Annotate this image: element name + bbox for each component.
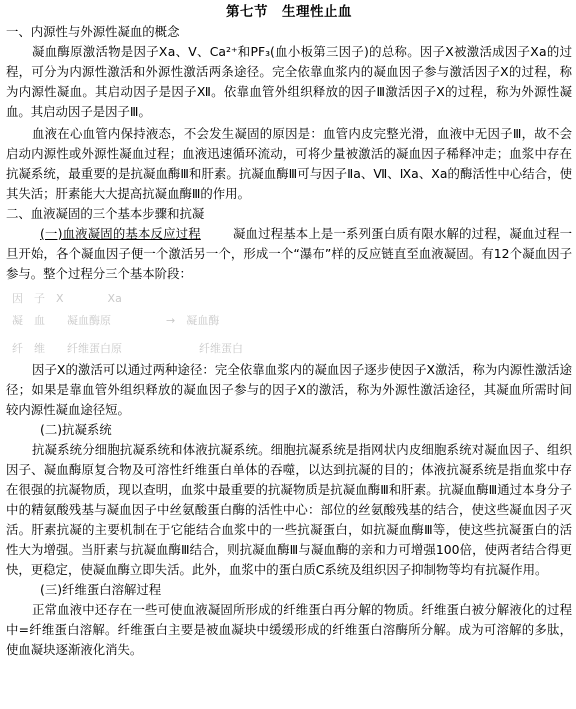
paragraph: 正常血液中还存在一些可使血液凝固所形成的纤维蛋白再分解的物质。纤维蛋白被分解液化的过程中=纤维蛋白溶解。纤维蛋白主要是被血凝块中缓缓形成的纤维蛋白溶酶所分解。成为可溶解的多肽，使血凝块逐渐液化消失。 bbox=[6, 602, 572, 657]
faded-diagram-line-2: 凝 血 凝血酶原 → 凝血酶 bbox=[12, 314, 220, 327]
paragraph bbox=[6, 224, 572, 284]
page-title: 第七节 生理性止血 bbox=[226, 4, 352, 20]
subheading-1: (一)血液凝固的基本反应过程 bbox=[40, 226, 201, 241]
subheading-2: (二)抗凝系统 bbox=[40, 422, 112, 437]
faded-diagram-line-1: 因 子 Ⅹ Ⅹa bbox=[12, 292, 122, 305]
section-heading-1: 一、内源性与外源性凝血的概念 bbox=[6, 24, 180, 39]
paragraph: 因子Ⅹ的激活可以通过两种途径：完全依靠血浆内的凝血因子逐步使因子Ⅹ激活，称为内源性激活途径；如果是靠血管外组织释放的凝血因子参与的因子Ⅹ的激活，称为外源性激活途径，其凝血所需时间较内源性凝血途径短。 bbox=[6, 362, 572, 417]
paragraph: 凝血酶原激活物是因子Ⅹa、Ⅴ、Ca²⁺和PF₃(血小板第三因子)的总称。因子Ⅹ被激活成因子Ⅹa的过程，可分为内源性激活和外源性激活两条途径。完全依靠血浆内的凝血因子参与激活因子Ⅹ的过程，称为内源性凝血。其启动因子是因子Ⅻ。依靠血管外组织释放的因子Ⅲ激活因子Ⅹ的过程，称为外源性凝血。其启动因子是因子Ⅲ。 bbox=[6, 44, 572, 119]
subheading-3: (三)纤维蛋白溶解过程 bbox=[40, 582, 162, 597]
faded-diagram-line-3: 纤 维 纤维蛋白原 纤维蛋白 bbox=[12, 342, 243, 355]
paragraph: 抗凝系统分细胞抗凝系统和体液抗凝系统。细胞抗凝系统是指网状内皮细胞系统对凝血因子、组织因子、凝血酶原复合物及可溶性纤维蛋白单体的吞噬，以达到抗凝的目的；体液抗凝系统是指血浆中存在很强的抗凝物质，现以查明，血浆中最重要的抗凝物质是抗凝血酶Ⅲ和肝素。抗凝血酶Ⅲ通过本身分子中的精氨酸残基与凝血因子中丝氨酸蛋白酶的活性中心：部位的丝氨酸残基的结合，使这些凝血因子灭活。肝素抗凝的主要机制在于它能结合血浆中的一些抗凝蛋白，如抗凝血酶Ⅲ等，使这些抗凝蛋白的活性大为增强。当肝素与抗凝血酶Ⅲ结合，则抗凝血酶Ⅲ与凝血酶的亲和力可增强100倍，使两者结合得更快，更稳定，使凝血酶立即失活。此外，血浆中的蛋白质C系统及组织因子抑制物等均有抗凝作用。 bbox=[6, 442, 572, 577]
section-heading-2: 二、血液凝固的三个基本步骤和抗凝 bbox=[6, 206, 205, 221]
subheading-1-text: 凝血过程基本上是一系列蛋白质有限水解的过程，凝血过程一旦开始，各个凝血因子便一个激活另一个，形成一个“瀑布”样的反应链直至血液凝固。有12个凝血因子参与。整个过程分三个基本阶段： bbox=[6, 226, 572, 281]
paragraph: 血液在心血管内保持液态，不会发生凝固的原因是：血管内皮完整光滑，血液中无因子Ⅲ，故不会启动内源性或外源性凝血过程；血液迅速循环流动，可将少量被激活的凝血因子稀释冲走；血浆中存在抗凝系统，最重要的是抗凝血酶Ⅲ和肝素。抗凝血酶Ⅲ可与因子Ⅱa、Ⅶ、Ⅸa、Ⅹa的酶活性中心结合，使其失活；肝素能大大提高抗凝血酶Ⅲ的作用。 bbox=[6, 126, 572, 201]
